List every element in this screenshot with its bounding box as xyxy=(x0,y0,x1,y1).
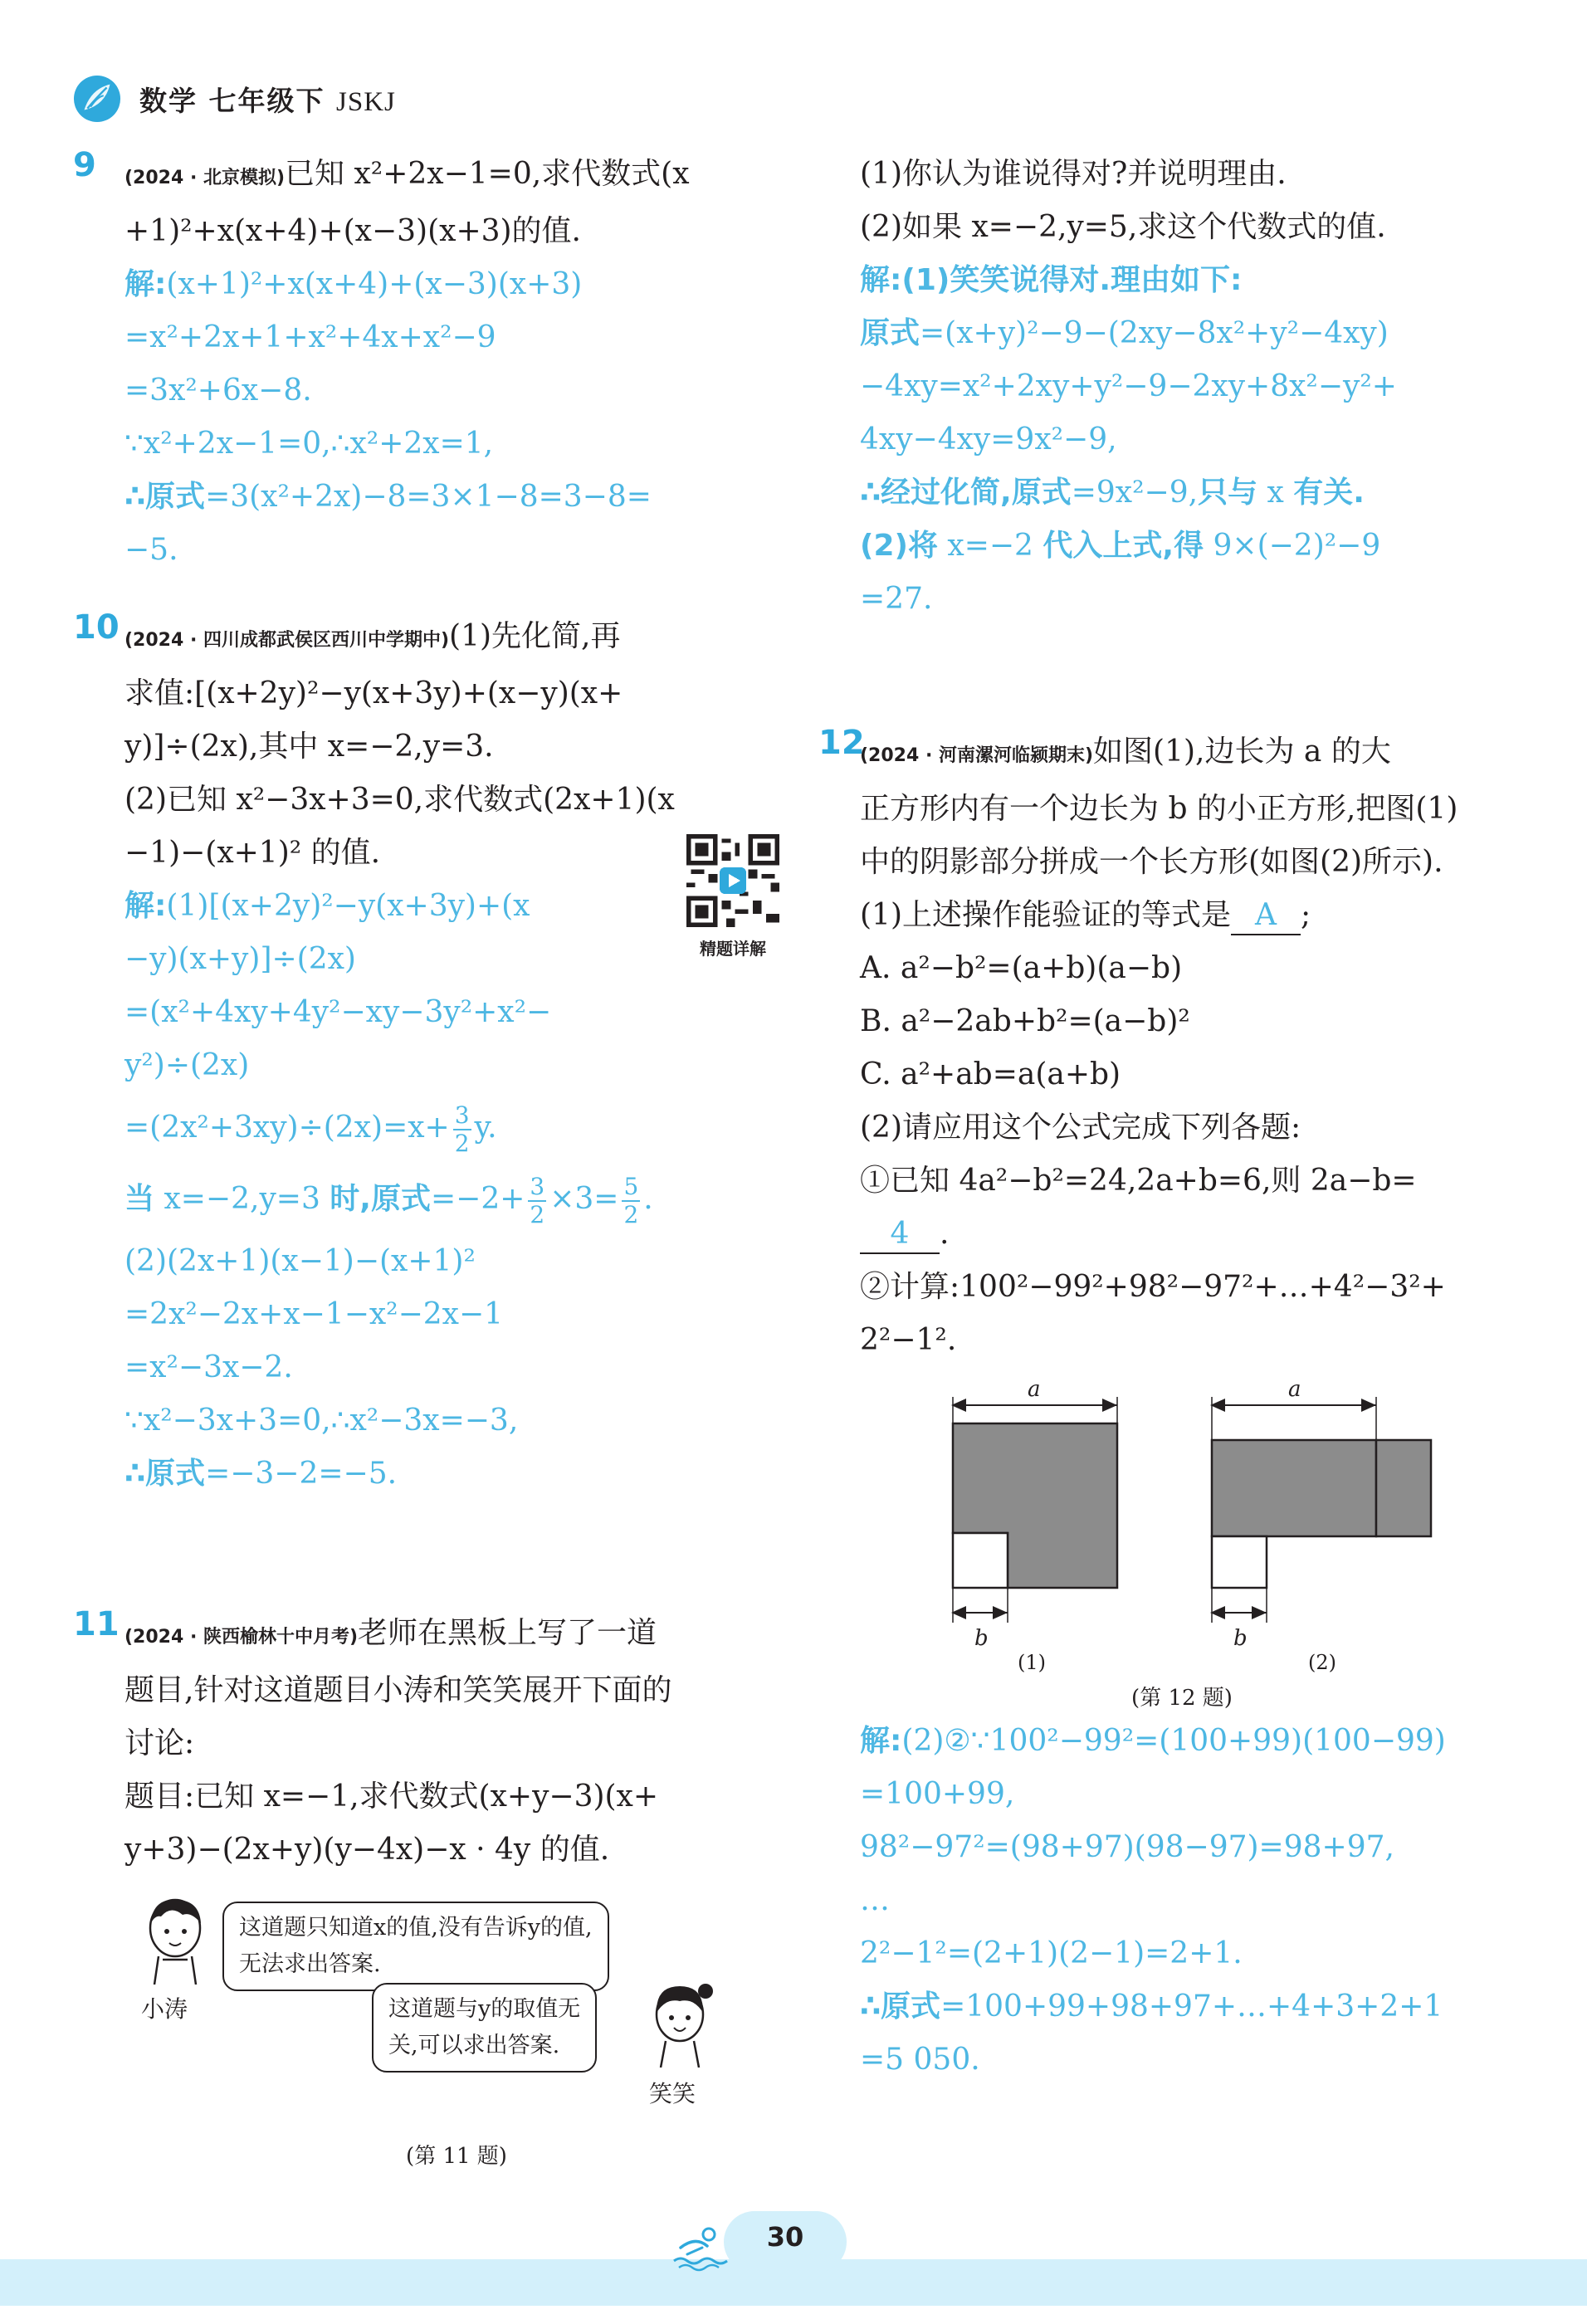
answer-keyword: ∴原式 xyxy=(125,1457,206,1491)
answer-text: 4xy−4xy=9x²−9, xyxy=(860,422,1117,456)
page-number: 30 xyxy=(766,2221,804,2253)
answer-text: =(2x²+3xy)÷(2x)=x+ xyxy=(125,1111,450,1145)
answer-text: (1)笑笑说得对.理由如下: xyxy=(901,263,1243,297)
header-title: 数学 七年级下 JSKJ xyxy=(139,84,396,117)
page-header xyxy=(73,73,396,124)
answer-text: =3x²+6x−8. xyxy=(125,374,312,408)
answer-line: 当 x=−2,y=3 时,原式=−2+ $\frac{3}{2}$ ×3= $\frac{5}{2}$ . xyxy=(125,1173,653,1228)
problem-9 xyxy=(73,148,789,577)
problem-10 xyxy=(73,610,789,1501)
character-name: 小涛 xyxy=(141,1995,188,2023)
question-text: 已知 x²+2x−1=0,求代数式(x xyxy=(285,157,690,191)
figure-label-b: b xyxy=(974,1626,989,1651)
answer-keyword: 原式 xyxy=(860,316,920,350)
problem-12 xyxy=(818,725,1521,2087)
answer-label: 解: xyxy=(860,1724,902,1758)
problem-11-continued xyxy=(860,148,1521,626)
speech-bubble: 这道题与y的取值无 关,可以求出答案. xyxy=(372,1983,597,2073)
problem-source-tag: (2024 · 陕西榆林十中月考) xyxy=(125,1627,359,1648)
question-text: (2)请应用这个公式完成下列各题: xyxy=(860,1111,1301,1145)
figure-label-b: b xyxy=(1233,1626,1248,1651)
answer-blank[interactable]: A xyxy=(1231,897,1301,935)
question-text: 2²−1². xyxy=(860,1323,957,1357)
question-text: 讨论: xyxy=(125,1726,195,1760)
figure-1 xyxy=(953,1397,1117,1623)
answer-text: =−3−2=−5. xyxy=(205,1457,398,1491)
square-diagram xyxy=(860,1382,1521,1656)
answer-text: y²)÷(2x) xyxy=(125,1048,250,1082)
answer-text: 2²−1²=(2+1)(2−1)=2+1. xyxy=(860,1936,1243,1970)
answer-keyword: ∴原式 xyxy=(125,480,206,514)
character-name: 笑笑 xyxy=(649,2080,696,2107)
problem-number: 10 xyxy=(73,608,120,647)
figure-label-a: a xyxy=(1028,1377,1041,1402)
problem-11 xyxy=(73,1607,789,2170)
answer-text: −4xy=x²+2xy+y²−9−2xy+8x²−y²+ xyxy=(860,369,1397,403)
problem-source-tag: (2024 · 河南漯河临颍期末) xyxy=(860,745,1094,766)
option-b: B. a²−2ab+b²=(a−b)² xyxy=(860,1004,1190,1038)
problem-number: 12 xyxy=(818,724,865,762)
answer-text: 98²−97²=(98+97)(98−97)=98+97, xyxy=(860,1830,1394,1864)
leaf-logo-icon xyxy=(73,75,121,123)
figure-label: (2) xyxy=(1308,1651,1336,1674)
question-text: y)]÷(2x),其中 x=−2,y=3. xyxy=(125,730,494,764)
fraction: $\frac{5}{2}$ xyxy=(623,1173,639,1228)
option-a: A. a²−b²=(a+b)(a−b) xyxy=(860,951,1183,985)
fraction: $\frac{3}{2}$ xyxy=(454,1101,470,1157)
question-text: 求值:[(x+2y)²−y(x+3y)+(x−y)(x+ xyxy=(125,676,623,710)
answer-text: =x²+2x+1+x²+4x+x²−9 xyxy=(125,320,496,354)
discussion-comic xyxy=(125,1885,789,2134)
answer-text: ∵x²+2x−1=0,∴x²+2x=1, xyxy=(125,427,494,461)
question-text: 老师在黑板上写了一道 xyxy=(358,1616,657,1650)
answer-text: =(x+y)²−9−(2xy−8x²+y²−4xy) xyxy=(920,316,1389,350)
question-text: 正方形内有一个边长为 b 的小正方形,把图(1) xyxy=(860,792,1458,826)
answer-label: 解: xyxy=(125,889,167,923)
answer-text: =27. xyxy=(860,582,933,616)
answer-line: =(2x²+3xy)÷(2x)=x+ $\frac{3}{2}$ y. xyxy=(125,1101,497,1157)
problem-source-tag: (2024 · 四川成都武侯区西川中学期中) xyxy=(125,630,450,651)
question-text: ②计算:100²−99²+98²−97²+…+4²−3²+ xyxy=(860,1270,1446,1304)
figure-label-a: a xyxy=(1288,1377,1301,1402)
question-text: (1)先化简,再 xyxy=(449,619,621,653)
answer-label: 解: xyxy=(125,267,167,301)
problem-number: 11 xyxy=(73,1605,120,1643)
answer-text: (x+1)²+x(x+4)+(x−3)(x+3) xyxy=(166,267,583,301)
right-column xyxy=(818,148,1521,2087)
answer-line: (2)将 x=−2 代入上式,得 9×(−2)²−9 xyxy=(860,529,1381,563)
question-text: y+3)−(2x+y)(y−4x)−x · 4y 的值. xyxy=(125,1833,610,1867)
qr-code-icon[interactable] xyxy=(686,834,779,927)
answer-line: ∴经过化简,原式=9x²−9,只与 x 有关. xyxy=(860,476,1365,510)
answer-text: −5. xyxy=(125,533,178,567)
answer-text: … xyxy=(860,1883,890,1917)
answer-keyword: ∴原式 xyxy=(860,1990,941,2024)
answer-label: 解: xyxy=(860,263,902,297)
qr-code-label: 精题详解 xyxy=(700,939,766,959)
question-text: (2)已知 x²−3x+3=0,求代数式(2x+1)(x xyxy=(125,783,675,817)
square-figures xyxy=(860,1377,1521,1681)
answer-text: (2)②∵100²−99²=(100+99)(100−99) xyxy=(901,1724,1446,1758)
question-line: (1)上述操作能验证的等式是 A ; xyxy=(860,889,1521,942)
problem-number: 9 xyxy=(73,146,96,184)
answer-text: ∵x²−3x+3=0,∴x²−3x=−3, xyxy=(125,1404,519,1438)
answer-text: =5 050. xyxy=(860,2043,980,2077)
figure-2 xyxy=(1212,1397,1431,1623)
question-text: 如图(1),边长为 a 的大 xyxy=(1093,735,1391,769)
swimmer-icon xyxy=(671,2223,729,2273)
question-text: −1)−(x+1)² 的值. xyxy=(125,836,381,870)
girl-cartoon-icon xyxy=(642,1976,717,2068)
answer-text: =3(x²+2x)−8=3×1−8=3−8= xyxy=(205,480,652,514)
answer-text: =100+99, xyxy=(860,1777,1015,1811)
answer-text: =100+99+98+97+…+4+3+2+1 xyxy=(940,1990,1443,2024)
question-text: ①已知 4a²−b²=24,2a+b=6,则 2a−b= xyxy=(860,1164,1417,1198)
fraction: $\frac{3}{2}$ xyxy=(530,1173,545,1228)
boy-cartoon-icon xyxy=(138,1893,212,1985)
left-column xyxy=(73,148,789,2170)
answer-text: −y)(x+y)]÷(2x) xyxy=(125,942,356,976)
problem-source-tag: (2024 · 北京模拟) xyxy=(125,168,286,188)
answer-text: =x²−3x−2. xyxy=(125,1350,293,1384)
answer-text: =(x²+4xy+4y²−xy−3y²+x²− xyxy=(125,995,552,1029)
option-c: C. a²+ab=a(a+b) xyxy=(860,1057,1121,1091)
answer-text: (2)(2x+1)(x−1)−(x+1)² xyxy=(125,1244,476,1278)
question-text: +1)²+x(x+4)+(x−3)(x+3)的值. xyxy=(125,214,582,248)
question-text: (1)你认为谁说得对?并说明理由. xyxy=(860,157,1287,191)
question-text: (2)如果 x=−2,y=5,求这个代数式的值. xyxy=(860,210,1386,244)
answer-blank[interactable]: 4 xyxy=(860,1216,940,1254)
answer-text: =2x²−2x+x−1−x²−2x−1 xyxy=(125,1297,504,1331)
qr-code-block[interactable] xyxy=(684,834,782,959)
question-text: 题目,针对这道题目小涛和笑笑展开下面的 xyxy=(125,1673,672,1707)
figure-caption: (第 12 题) xyxy=(1131,1686,1233,1711)
figure-label: (1) xyxy=(1018,1651,1046,1674)
question-line: 4 . xyxy=(860,1208,1521,1261)
question-text: 中的阴影部分拼成一个长方形(如图(2)所示). xyxy=(860,845,1443,879)
question-text: 题目:已知 x=−1,求代数式(x+y−3)(x+ xyxy=(125,1780,659,1814)
figure-caption: (第 11 题) xyxy=(406,2144,507,2169)
answer-text: (1)[(x+2y)²−y(x+3y)+(x xyxy=(166,889,530,923)
speech-bubble: 这道题只知道x的值,没有告诉y的值, 无法求出答案. xyxy=(222,1902,609,1991)
